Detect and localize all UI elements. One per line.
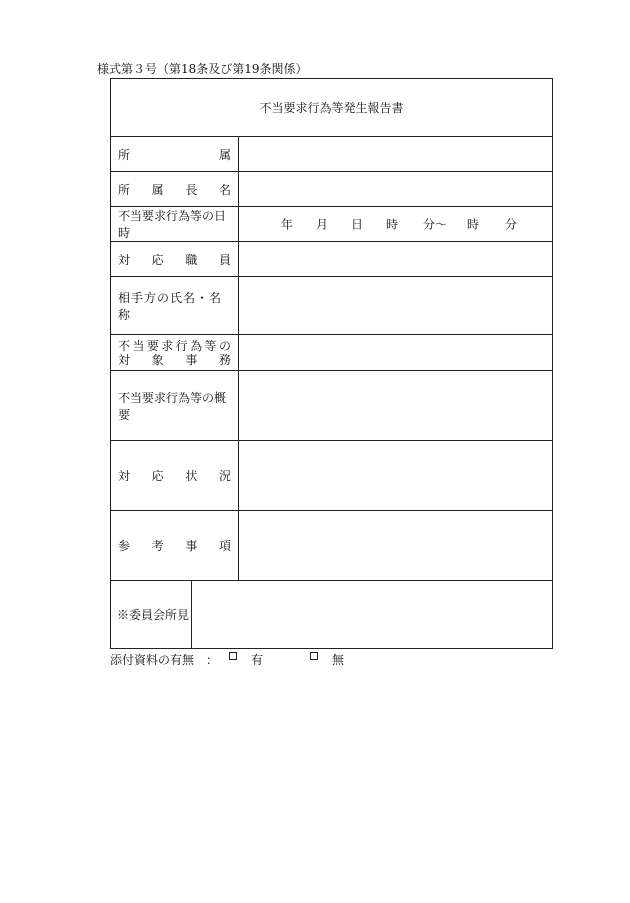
unit-day: 日 — [351, 217, 364, 232]
form-title: 不当要求行為等発生報告書 — [111, 79, 552, 137]
row-target-affairs — [111, 335, 552, 371]
row-staff — [111, 242, 552, 277]
attachment-label: 添付資料の有無 — [110, 653, 195, 667]
unit-hour-end: 時 — [467, 217, 480, 232]
row-committee — [111, 581, 552, 648]
department-head-field[interactable] — [239, 172, 552, 206]
staff-field[interactable] — [239, 242, 552, 276]
row-department-head — [111, 172, 552, 207]
checkbox-no[interactable] — [310, 652, 318, 660]
unit-minute-to: 分～ — [423, 217, 448, 232]
label-committee: ※委員会所見 — [111, 581, 192, 648]
reference-field[interactable] — [239, 511, 552, 580]
summary-field[interactable] — [239, 371, 552, 440]
target-affairs-field[interactable] — [239, 335, 552, 370]
form-number: 様式第３号（第18条及び第19条関係） — [97, 62, 308, 76]
row-summary — [111, 371, 552, 441]
datetime-field[interactable] — [239, 207, 552, 241]
label-datetime: 不当要求行為等の日時 — [111, 207, 239, 241]
label-target-line2: 対 象 事 務 — [118, 352, 231, 367]
label-counterpart: 相手方の氏名・名称 — [111, 277, 239, 334]
label-department: 所 属 — [111, 137, 239, 171]
row-department — [111, 137, 552, 172]
label-response: 対 応 状 況 — [111, 441, 239, 510]
option-yes-label: 有 — [251, 653, 264, 667]
unit-hour: 時 — [386, 217, 399, 232]
row-reference — [111, 511, 552, 581]
report-form-table — [110, 78, 553, 649]
committee-field[interactable] — [192, 581, 552, 648]
label-target-affairs — [111, 335, 239, 370]
counterpart-field[interactable] — [239, 277, 552, 334]
row-datetime — [111, 207, 552, 242]
label-summary: 不当要求行為等の概要 — [111, 371, 239, 440]
attachment-colon: ： — [206, 653, 219, 667]
label-reference: 参 考 事 項 — [111, 511, 239, 580]
unit-minute-end: 分 — [505, 217, 518, 232]
checkbox-yes[interactable] — [229, 652, 237, 660]
row-counterpart — [111, 277, 552, 335]
row-response — [111, 441, 552, 511]
label-staff: 対 応 職 員 — [111, 242, 239, 276]
response-field[interactable] — [239, 441, 552, 510]
unit-year: 年 — [281, 217, 294, 232]
department-field[interactable] — [239, 137, 552, 171]
label-target-line1: 不 当 要 求 行 為 等 の — [118, 338, 231, 353]
option-no-label: 無 — [332, 653, 345, 667]
unit-month: 月 — [316, 217, 329, 232]
label-department-head: 所 属 長 名 — [111, 172, 239, 206]
